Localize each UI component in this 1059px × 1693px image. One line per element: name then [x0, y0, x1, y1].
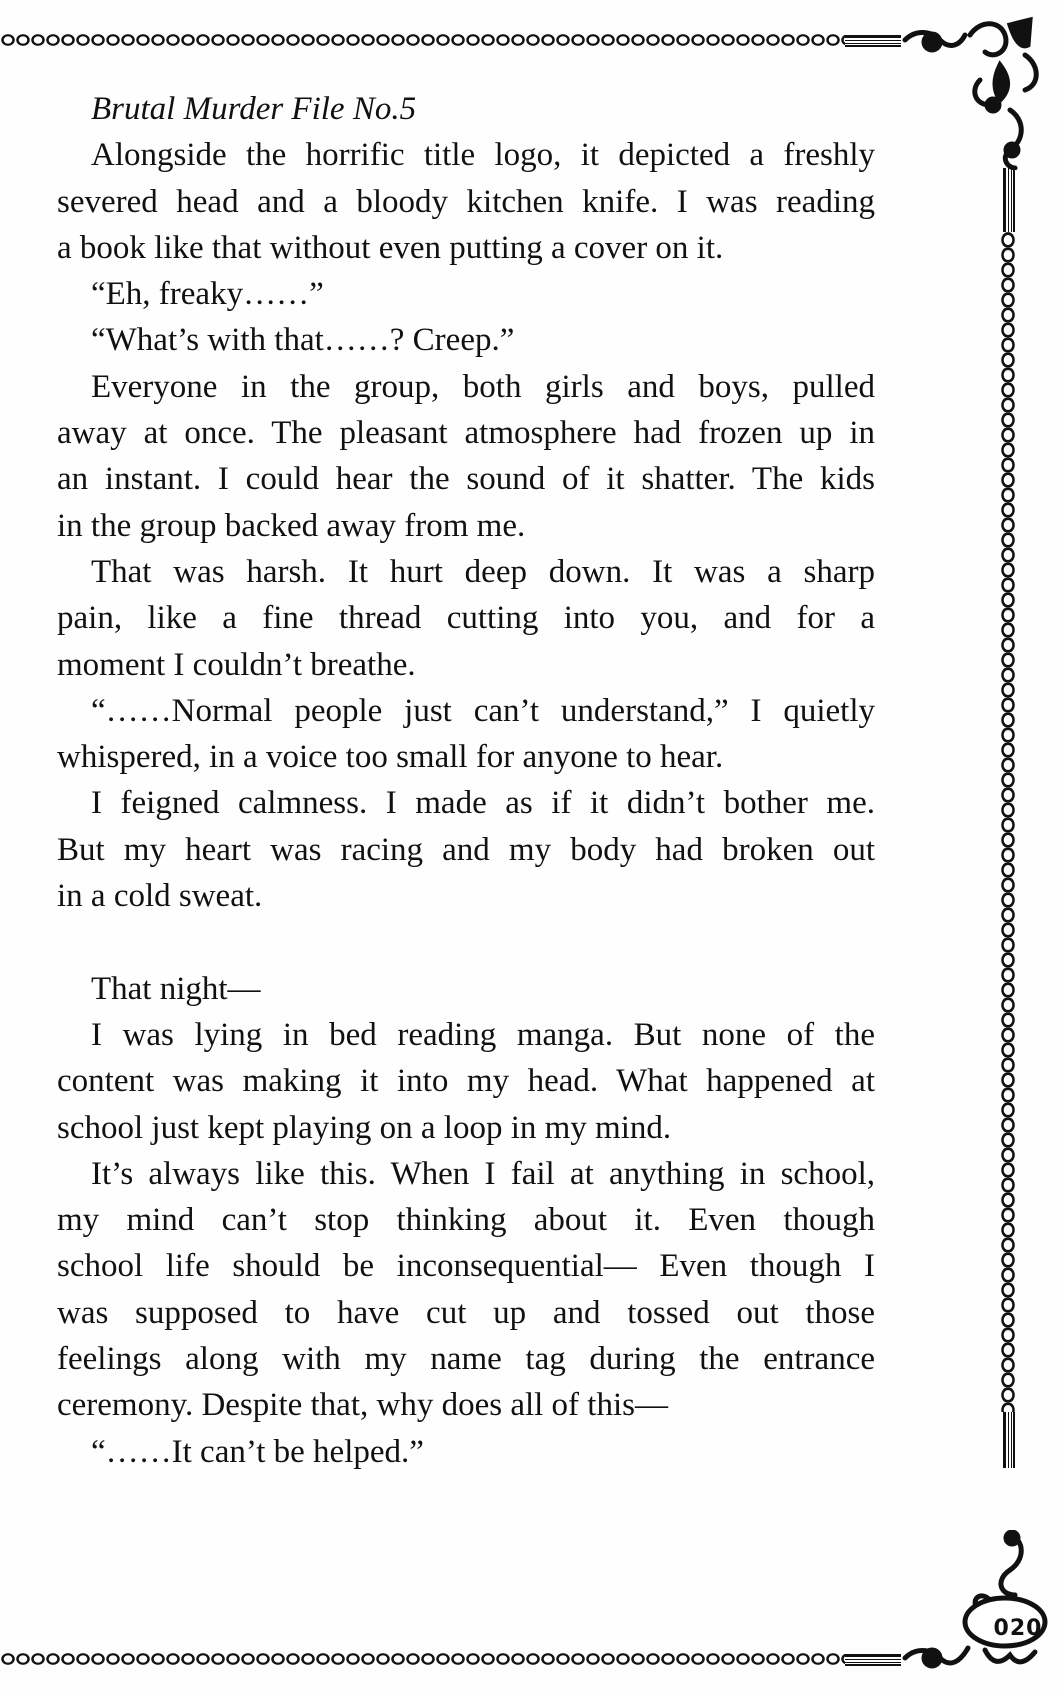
top-chain-border	[0, 32, 845, 48]
text-line: an instant. I could hear the sound of it shatter. The kids	[57, 461, 875, 498]
text-line: away at once. The pleasant atmosphere had frozen up in	[57, 415, 875, 452]
text-line: I feigned calmness. I made as if it didn’t bother me.	[91, 785, 875, 822]
text-line: Everyone in the group, both girls and boys, pulled	[91, 368, 875, 405]
right-chain-border	[1000, 232, 1016, 1412]
page-number: 020	[993, 1616, 1043, 1641]
text-line: But my heart was racing and my body had broken out	[57, 831, 875, 868]
text-line: feelings along with my name tag during the entrance	[57, 1341, 875, 1378]
right-rod-top-ornament	[1003, 168, 1015, 232]
text-line: pain, like a fine thread cutting into you, and for a	[57, 600, 875, 637]
text-line: in the group backed away from me.	[57, 507, 526, 544]
text-line: my mind can’t stop thinking about it. Even though	[57, 1202, 875, 1239]
text-line: “……Normal people just can’t understand,” I quietly	[91, 692, 875, 729]
text-line: a book like that without even putting a cover on it.	[57, 229, 724, 266]
text-line: whispered, in a voice too small for anyone to hear.	[57, 739, 724, 776]
paragraph-break	[57, 919, 875, 965]
text-line: It’s always like this. When I fail at anything in school,	[91, 1155, 875, 1192]
page-text	[57, 86, 875, 1475]
text-line: That was harsh. It hurt deep down. It was a sharp	[91, 553, 875, 590]
text-line: ceremony. Despite that, why does all of this—	[57, 1387, 668, 1424]
body-text	[57, 132, 875, 1475]
text-line: That night—	[91, 970, 261, 1007]
text-line: “What’s with that……? Creep.”	[91, 322, 515, 359]
text-line: moment I couldn’t breathe.	[57, 646, 416, 683]
text-line: was supposed to have cut up and tossed out those	[57, 1294, 875, 1331]
text-line: “Eh, freaky……”	[91, 276, 324, 313]
right-rod-bottom-ornament	[1003, 1412, 1015, 1468]
text-line: in a cold sweat.	[57, 878, 263, 915]
text-line: content was making it into my head. What happened at	[57, 1063, 875, 1100]
text-line: “……It can’t be helped.”	[91, 1433, 424, 1470]
text-line: Alongside the horrific title logo, it depicted a freshly	[91, 137, 875, 174]
fleur-de-lis-ornament-icon	[900, 10, 1050, 170]
text-line: school just kept playing on a loop in my mind.	[57, 1109, 672, 1146]
text-line: school life should be inconsequential— Even though I	[57, 1248, 875, 1285]
scroll-ornament-icon	[900, 1530, 1050, 1690]
bottom-rod-ornament	[845, 1654, 901, 1666]
chapter-heading: Brutal Murder File No.5	[91, 91, 417, 127]
bottom-chain-border	[0, 1651, 845, 1667]
text-line: severed head and a bloody kitchen knife. I was reading	[57, 183, 875, 220]
top-rod-ornament	[845, 35, 901, 47]
text-line: I was lying in bed reading manga. But none of the	[91, 1016, 875, 1053]
